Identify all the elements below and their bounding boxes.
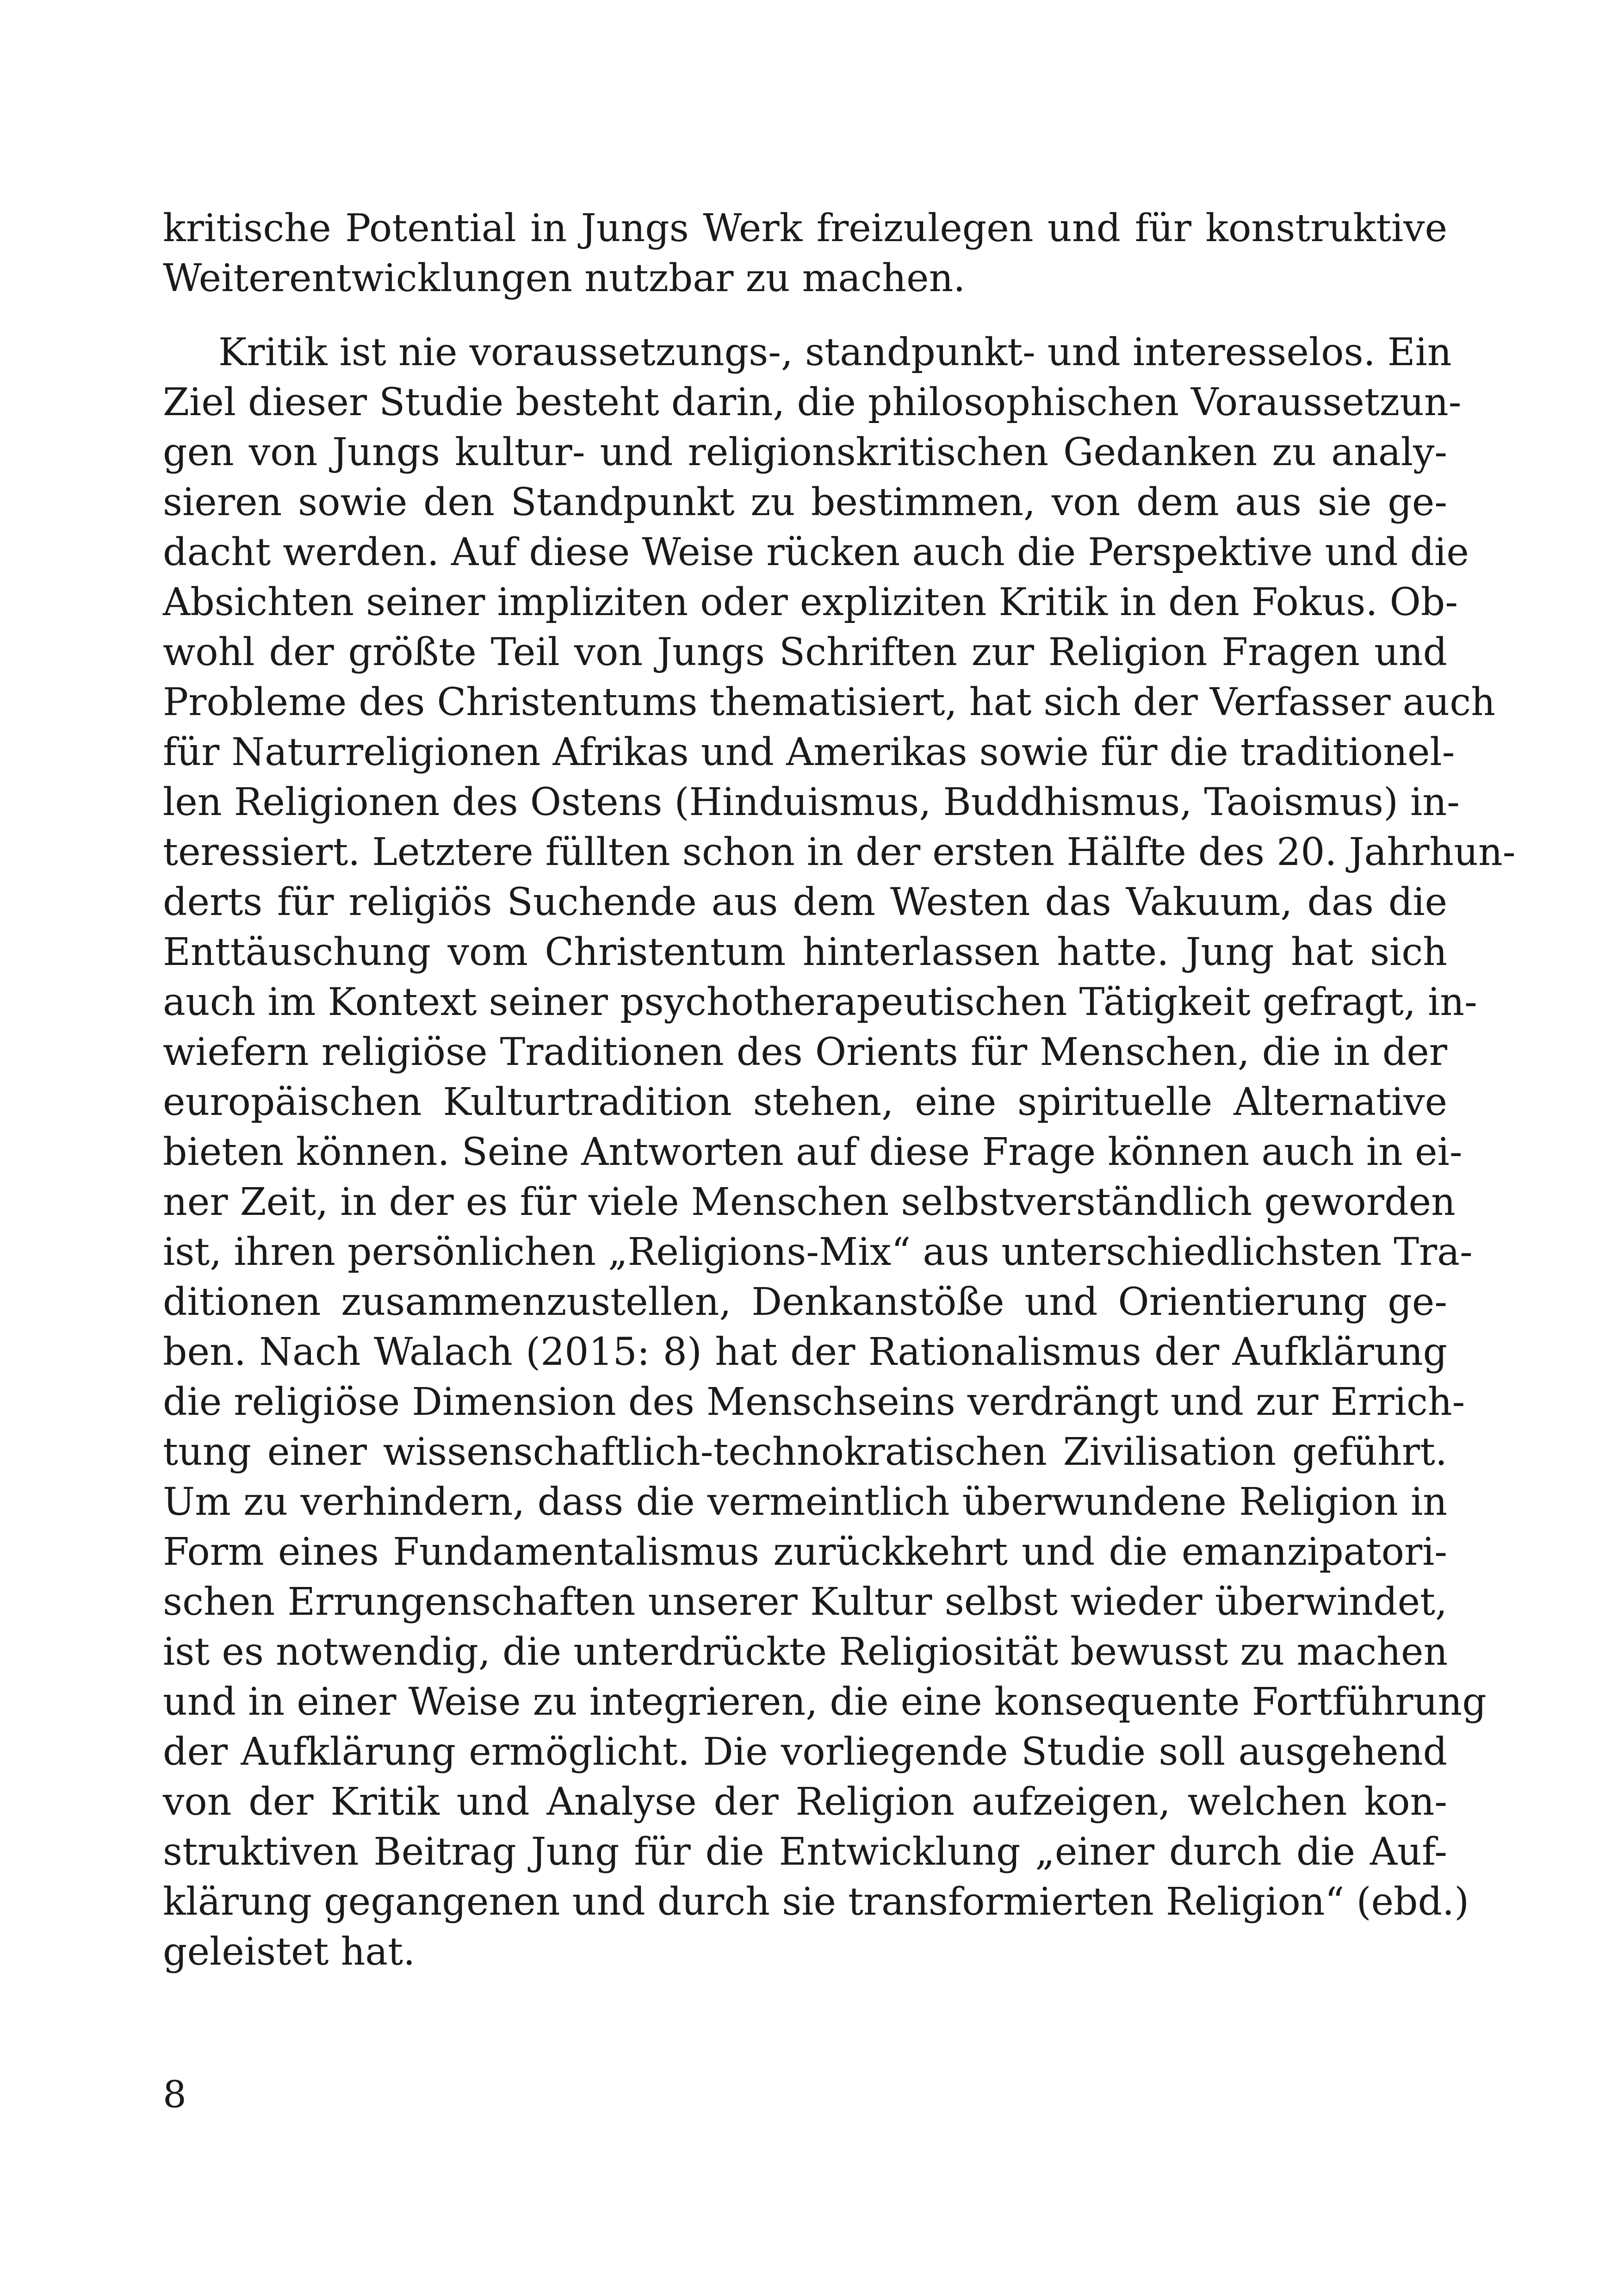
text-line: ditionen zusammenzustellen, Denkanstöße und Orientierung ge- bbox=[163, 1280, 1447, 1324]
text-line: geleistet hat. bbox=[163, 1930, 415, 1974]
page-number: 8 bbox=[163, 2073, 186, 2116]
text-line: Absichten seiner impliziten oder expliziten Kritik in den Fokus. Ob- bbox=[163, 580, 1458, 624]
text-line: derts für religiös Suchende aus dem Westen das Vakuum, das die bbox=[163, 880, 1447, 924]
text-line: Ziel dieser Studie besteht darin, die philosophischen Voraussetzun- bbox=[163, 380, 1462, 424]
body-text bbox=[163, 204, 1516, 1977]
text-line: tung einer wissenschaftlich-technokratischen Zivilisation geführt. bbox=[163, 1430, 1447, 1474]
text-line: wiefern religiöse Traditionen des Orients für Menschen, die in der bbox=[163, 1030, 1447, 1074]
text-line: Um zu verhindern, dass die vermeintlich überwundene Religion in bbox=[163, 1480, 1447, 1524]
text-line: gen von Jungs kultur- und religionskritischen Gedanken zu analy- bbox=[163, 430, 1447, 474]
text-line: auch im Kontext seiner psychotherapeutischen Tätigkeit gefragt, in- bbox=[163, 980, 1477, 1024]
text-line: Kritik ist nie voraussetzungs-, standpunkt- und interesselos. Ein bbox=[218, 330, 1452, 374]
text-line: sieren sowie den Standpunkt zu bestimmen, von dem aus sie ge- bbox=[163, 480, 1447, 524]
text-line: klärung gegangenen und durch sie transformierten Religion“ (ebd.) bbox=[163, 1880, 1469, 1924]
text-line: von der Kritik und Analyse der Religion aufzeigen, welchen kon- bbox=[163, 1780, 1447, 1824]
text-line: dacht werden. Auf diese Weise rücken auch die Perspektive und die bbox=[163, 530, 1469, 574]
text-line: kritische Potential in Jungs Werk freizulegen und für konstruktive bbox=[163, 206, 1447, 250]
text-line: Weiterentwicklungen nutzbar zu machen. bbox=[163, 256, 966, 300]
text-line: len Religionen des Ostens (Hinduismus, Buddhismus, Taoismus) in- bbox=[163, 780, 1460, 824]
text-line: für Naturreligionen Afrikas und Amerikas sowie für die traditionel- bbox=[163, 730, 1455, 774]
text-line: und in einer Weise zu integrieren, die eine konsequente Fortführung bbox=[163, 1680, 1487, 1724]
text-line: die religiöse Dimension des Menschseins verdrängt und zur Errich- bbox=[163, 1380, 1465, 1424]
text-line: ben. Nach Walach (2015: 8) hat der Rationalismus der Aufklärung bbox=[163, 1330, 1447, 1374]
text-line: bieten können. Seine Antworten auf diese Frage können auch in ei- bbox=[163, 1130, 1463, 1174]
text-line: Probleme des Christentums thematisiert, hat sich der Verfasser auch bbox=[163, 680, 1495, 724]
text-line: teressiert. Letztere füllten schon in der ersten Hälfte des 20. Jahrhun- bbox=[163, 830, 1516, 874]
text-line: europäischen Kulturtradition stehen, eine spirituelle Alternative bbox=[163, 1080, 1447, 1124]
text-line: schen Errungenschaften unserer Kultur selbst wieder überwindet, bbox=[163, 1580, 1447, 1624]
text-line: ner Zeit, in der es für viele Menschen selbstverständlich geworden bbox=[163, 1180, 1456, 1224]
text-line: struktiven Beitrag Jung für die Entwicklung „einer durch die Auf- bbox=[163, 1830, 1447, 1874]
text-line: ist es notwendig, die unterdrückte Religiosität bewusst zu machen bbox=[163, 1630, 1448, 1674]
text-line: wohl der größte Teil von Jungs Schriften zur Religion Fragen und bbox=[163, 630, 1447, 674]
text-line: Form eines Fundamentalismus zurückkehrt und die emanzipatori- bbox=[163, 1530, 1447, 1574]
text-line: der Aufklärung ermöglicht. Die vorliegende Studie soll ausgehend bbox=[163, 1730, 1447, 1774]
paragraph-gap bbox=[163, 304, 1447, 328]
text-line: ist, ihren persönlichen „Religions-Mix“ aus unterschiedlichsten Tra- bbox=[163, 1230, 1473, 1274]
text-line: Enttäuschung vom Christentum hinterlassen hatte. Jung hat sich bbox=[163, 930, 1447, 974]
